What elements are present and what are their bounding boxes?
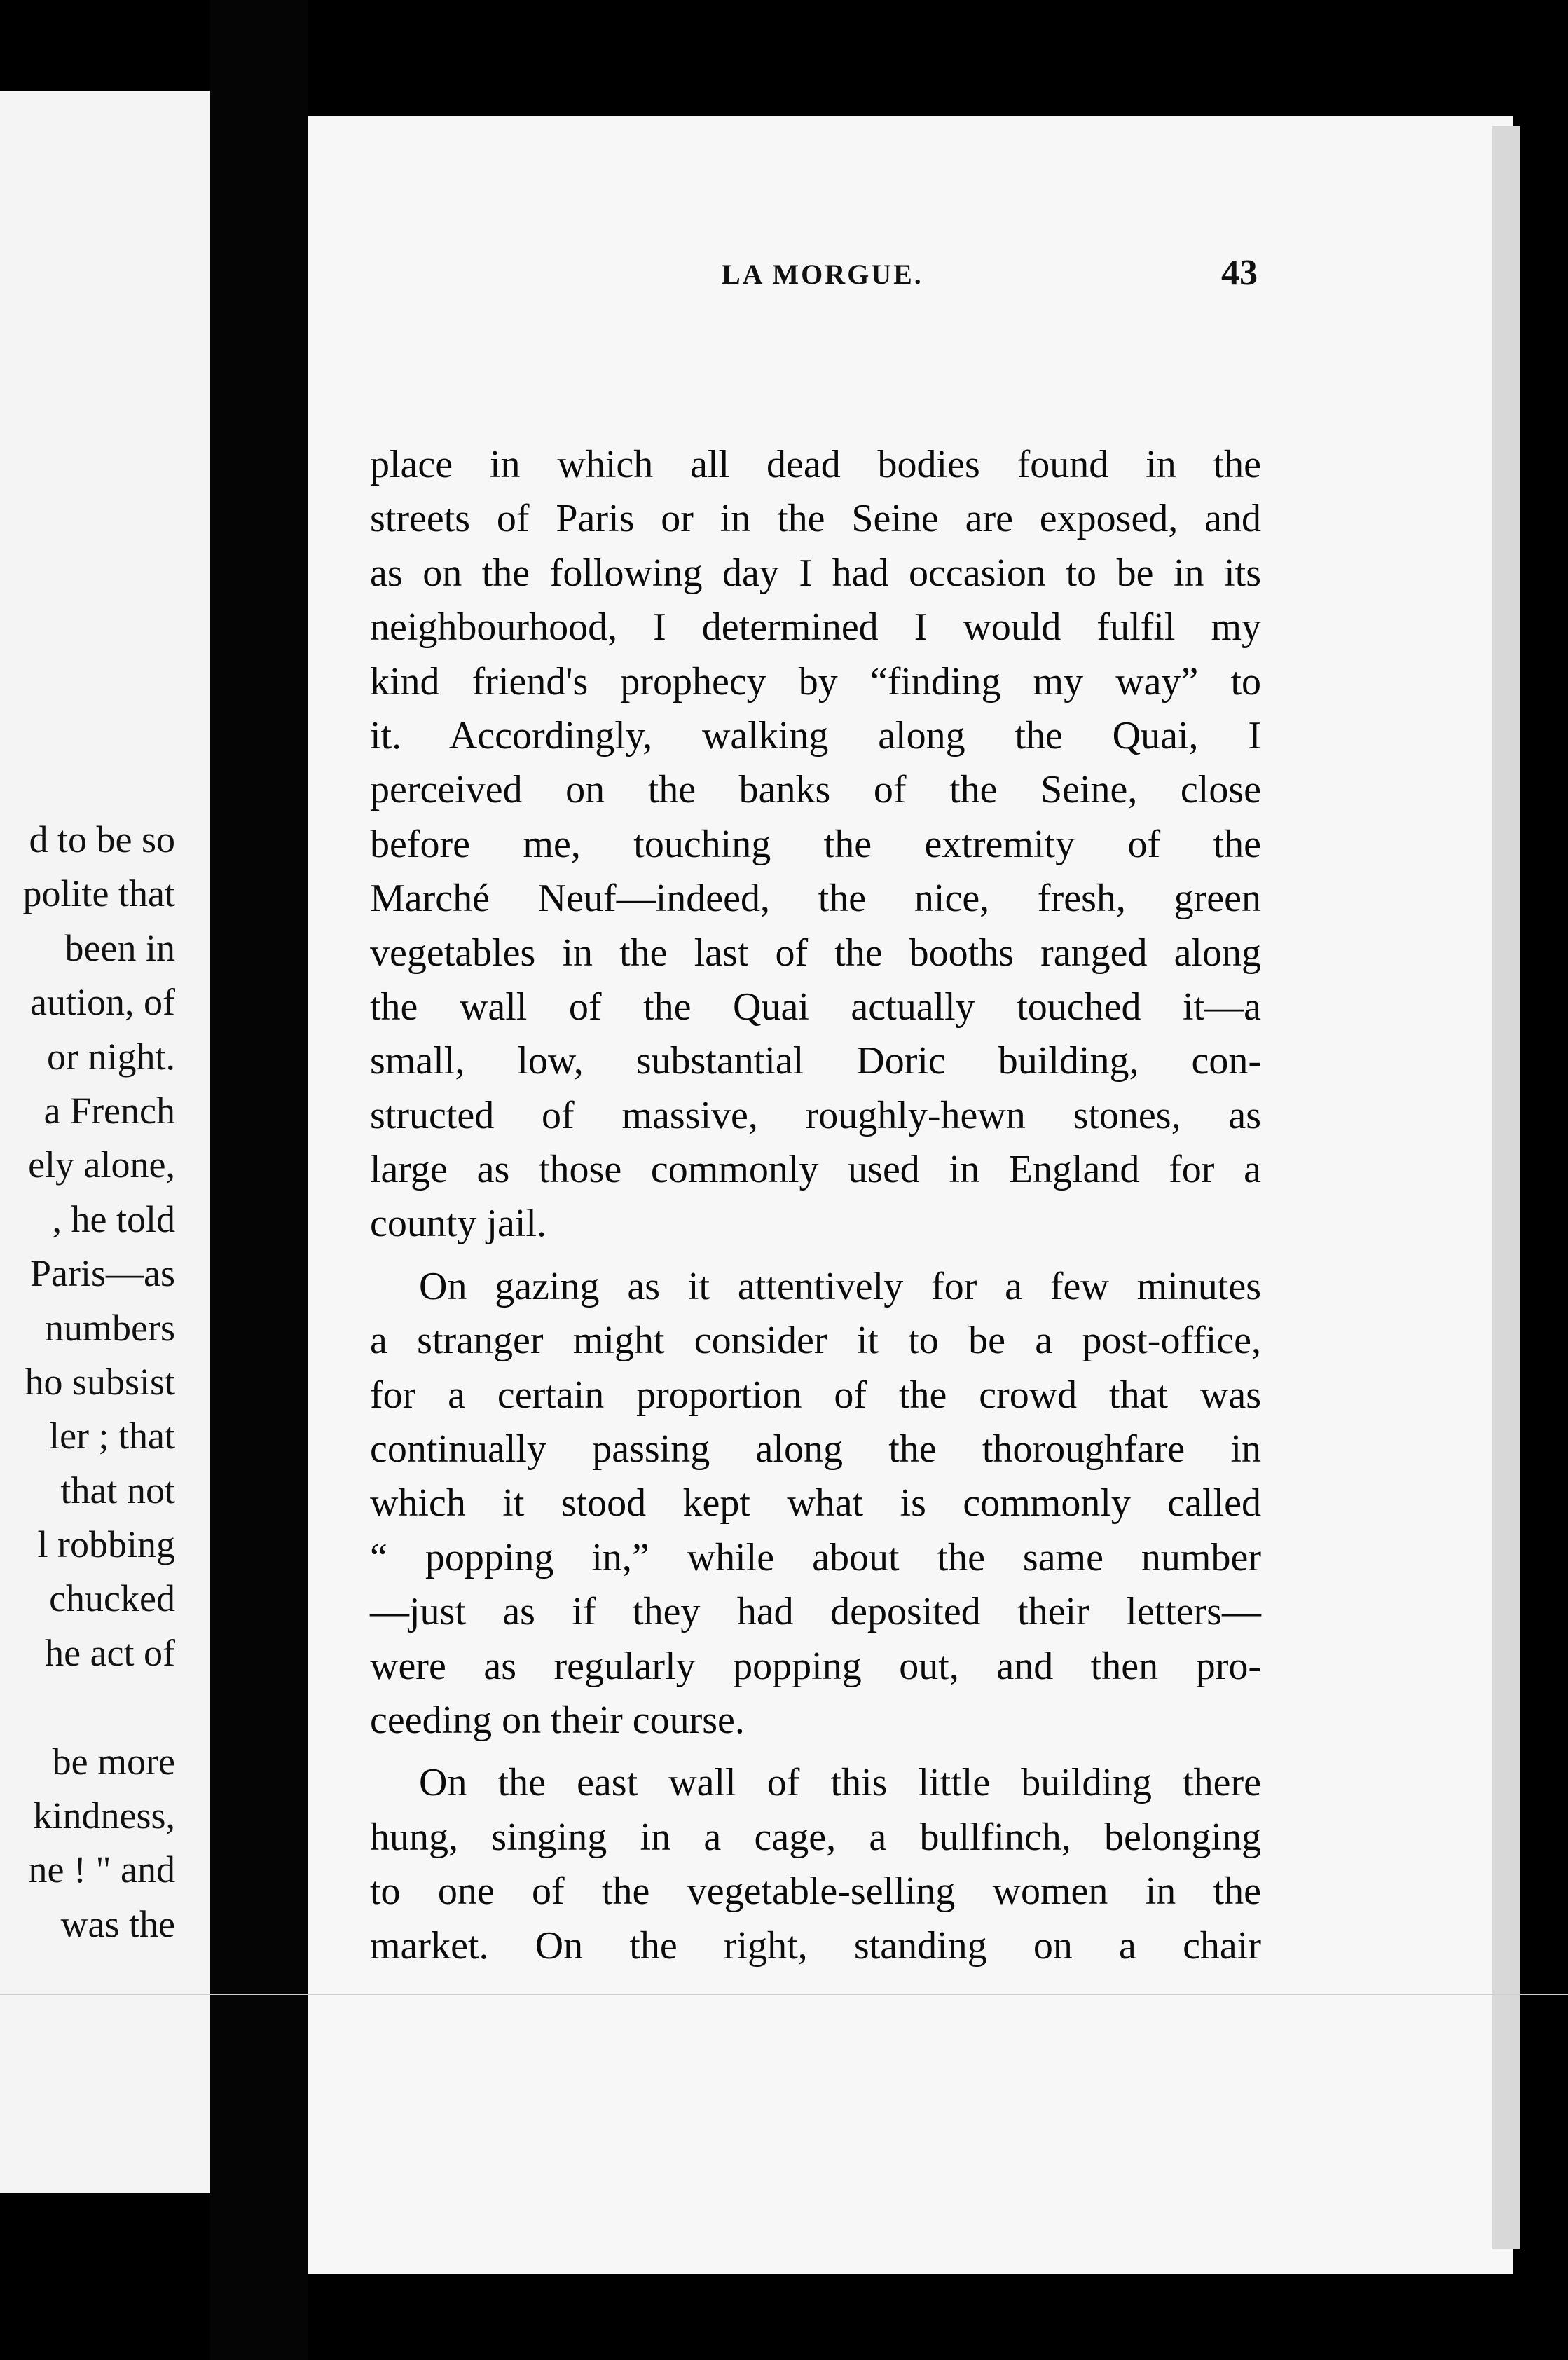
text-line: vegetables in the last of the booths ranged along bbox=[370, 931, 1261, 975]
facing-line: l robbing bbox=[37, 1523, 175, 1566]
text-line: neighbourhood, I determined I would fulfil my bbox=[370, 605, 1261, 650]
page-header bbox=[413, 252, 1258, 308]
text-line: streets of Paris or in the Seine are exposed, and bbox=[370, 497, 1261, 541]
text-line: continually passing along the thoroughfare in bbox=[370, 1427, 1261, 1471]
text-line: it. Accordingly, walking along the Quai, I bbox=[370, 713, 1261, 757]
text-line: Marché Neuf—indeed, the nice, fresh, green bbox=[370, 877, 1261, 921]
text-line: On gazing as it attentively for a few minutes bbox=[419, 1264, 1261, 1308]
facing-line: d to be so bbox=[29, 818, 175, 860]
text-line: —just as if they had deposited their letters— bbox=[370, 1590, 1261, 1634]
text-line: kind friend's prophecy by “finding my way” to bbox=[370, 659, 1261, 704]
running-head: LA MORGUE. bbox=[722, 259, 923, 290]
facing-line: chucked bbox=[49, 1577, 175, 1620]
text-line: to one of the vegetable-selling women in the bbox=[370, 1870, 1261, 1914]
text-line: which it stood kept what is commonly called bbox=[370, 1481, 1261, 1525]
text-line: large as those commonly used in England for a bbox=[370, 1148, 1261, 1192]
text-line: small, low, substantial Doric building, con- bbox=[370, 1039, 1261, 1083]
facing-line: that not bbox=[60, 1469, 175, 1511]
body-text bbox=[370, 438, 1261, 1973]
facing-page bbox=[0, 91, 210, 2193]
book-gutter bbox=[210, 0, 308, 2360]
facing-page-text bbox=[0, 813, 175, 1951]
facing-line: aution, of bbox=[30, 981, 175, 1024]
text-line: the wall of the Quai actually touched it—a bbox=[370, 985, 1261, 1029]
facing-line: been in bbox=[64, 926, 175, 969]
text-line: structed of massive, roughly-hewn stones, as bbox=[370, 1093, 1261, 1137]
text-line: a stranger might consider it to be a post-office, bbox=[370, 1319, 1261, 1363]
text-line: as on the following day I had occasion to be in its bbox=[370, 551, 1261, 595]
facing-line: he act of bbox=[45, 1631, 175, 1674]
scan-artifact-line bbox=[0, 1994, 1568, 1995]
facing-line: , he told bbox=[52, 1198, 175, 1240]
text-line: before me, touching the extremity of the bbox=[370, 822, 1261, 866]
facing-line: numbers bbox=[45, 1306, 175, 1349]
text-line: place in which all dead bodies found in the bbox=[370, 443, 1261, 486]
facing-line: ne ! " and bbox=[28, 1848, 175, 1891]
facing-line: kindness, bbox=[33, 1795, 175, 1837]
text-line: county jail. bbox=[370, 1202, 546, 1246]
text-line: perceived on the banks of the Seine, close bbox=[370, 768, 1261, 812]
text-line: “ popping in,” while about the same number bbox=[370, 1535, 1261, 1579]
page-number: 43 bbox=[1221, 253, 1258, 293]
facing-line: ely alone, bbox=[28, 1144, 175, 1186]
text-line: hung, singing in a cage, a bullfinch, belonging bbox=[370, 1815, 1261, 1859]
text-line: On the east wall of this little building there bbox=[419, 1761, 1261, 1805]
text-line: market. On the right, standing on a chair bbox=[370, 1923, 1261, 1968]
text-line: for a certain proportion of the crowd that was bbox=[370, 1373, 1261, 1417]
page-edge bbox=[1492, 126, 1520, 2249]
facing-line: a French bbox=[43, 1089, 175, 1132]
facing-line: or night. bbox=[47, 1035, 175, 1078]
facing-line: was the bbox=[60, 1902, 175, 1945]
facing-line-gap bbox=[0, 1680, 175, 1734]
text-line: ceeding on their course. bbox=[370, 1698, 745, 1742]
facing-line: polite that bbox=[22, 872, 175, 915]
facing-line: be more bbox=[52, 1740, 175, 1783]
facing-line: Paris—as bbox=[30, 1252, 175, 1295]
text-line: were as regularly popping out, and then pro- bbox=[370, 1644, 1261, 1688]
facing-line: ho subsist bbox=[25, 1360, 175, 1403]
facing-line: ler ; that bbox=[49, 1415, 175, 1457]
